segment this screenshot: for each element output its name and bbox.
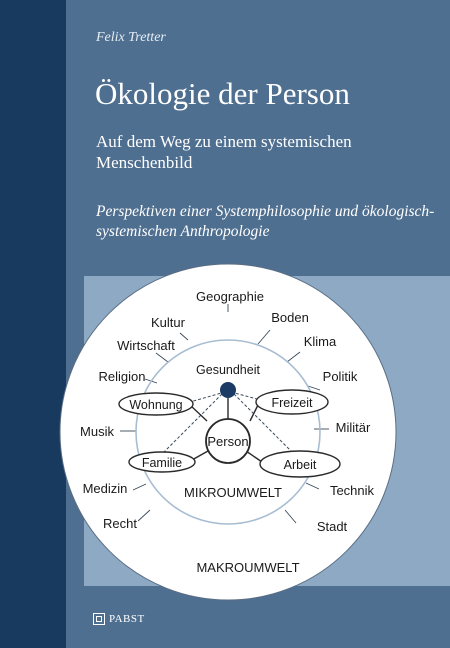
outer-label-stadt: Stadt: [316, 519, 348, 534]
publisher-name: PABST: [109, 613, 145, 625]
person-label: Person: [207, 434, 249, 449]
outer-label-wirtschaft: Wirtschaft: [117, 338, 175, 353]
outer-label-militaer: Militär: [335, 420, 371, 435]
health-label: Gesundheit: [196, 363, 260, 377]
book-subtitle: Auf dem Weg zu einem systemischen Menschenbild: [96, 132, 352, 172]
node-familie-label: Familie: [141, 456, 183, 470]
outer-label-religion: Religion: [98, 369, 146, 384]
outer-label-politik: Politik: [322, 369, 358, 384]
node-freizeit-label: Freizeit: [271, 396, 313, 410]
outer-label-technik: Technik: [329, 483, 375, 498]
outer-label-boden: Boden: [271, 310, 309, 325]
health-dot: [220, 382, 236, 398]
node-wohnung-label: Wohnung: [129, 398, 183, 412]
author-name: Felix Tretter: [96, 30, 166, 45]
micro-environment-label: MIKROUMWELT: [184, 485, 282, 500]
outer-label-recht: Recht: [103, 516, 137, 531]
node-arbeit-label: Arbeit: [283, 458, 317, 472]
outer-label-klima: Klima: [303, 334, 337, 349]
publisher-mark: [93, 613, 145, 625]
outer-label-kultur: Kultur: [151, 315, 185, 330]
publisher-logo-icon: [93, 613, 105, 625]
macro-environment-label: MAKROUMWELT: [196, 560, 300, 575]
outer-label-musik: Musik: [80, 424, 114, 439]
outer-label-medizin: Medizin: [82, 481, 128, 496]
book-title: Ökologie der Person: [95, 76, 350, 111]
outer-label-geographie: Geographie: [196, 289, 264, 304]
book-tagline: Perspektiven einer Systemphilosophie und ökologisch-systemischen Anthropologie: [96, 203, 435, 240]
